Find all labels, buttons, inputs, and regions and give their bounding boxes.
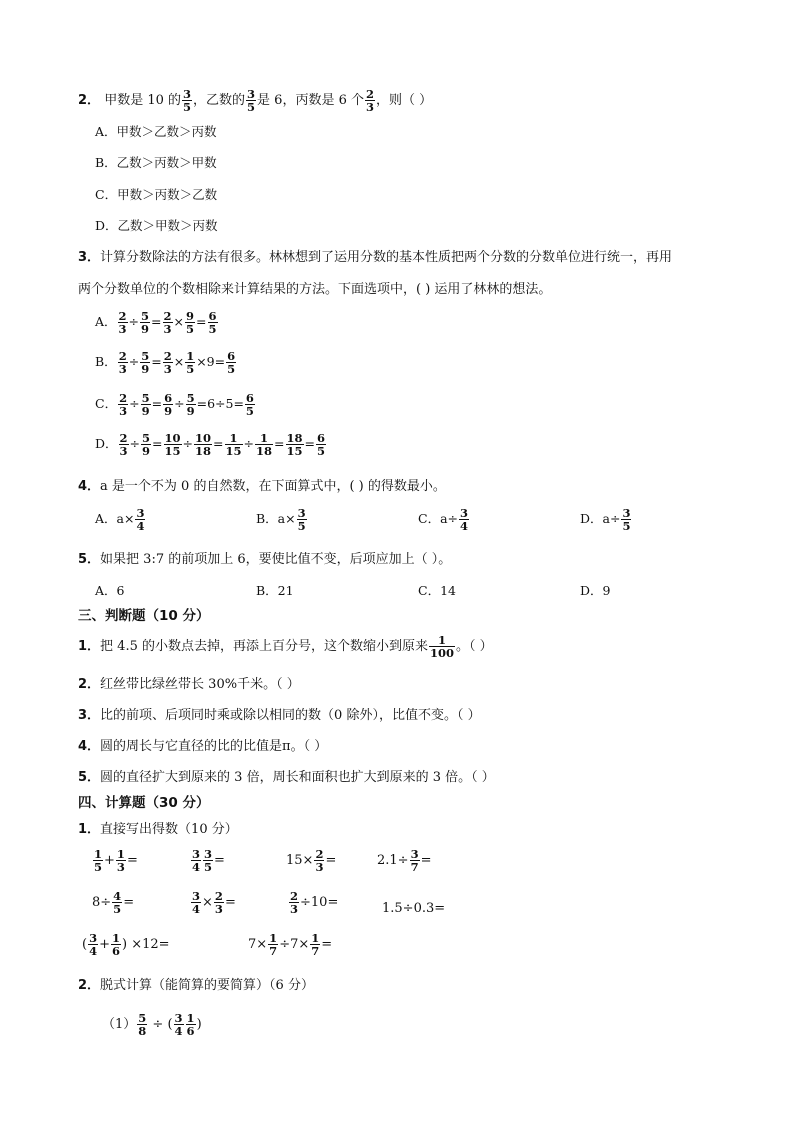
option-b[interactable]: B．a× $\frac{3}{5}$ bbox=[256, 506, 306, 534]
fraction: $\frac{3}{5}$ bbox=[247, 87, 256, 115]
option-c[interactable]: C．14 bbox=[418, 583, 456, 598]
option-a[interactable]: A． $\frac{2}{3}$ ÷ $\frac{5}{9}$ = $\frac{2}{3}$ × $\frac{9}{5}$ = $\frac{6}{5}$ bbox=[95, 309, 217, 337]
option-b[interactable]: B． $\frac{2}{3}$ ÷ $\frac{5}{9}$ = $\frac{2}{3}$ × $\frac{1}{5}$ ×9= $\frac{6}{5}$ bbox=[95, 349, 236, 377]
question-4 bbox=[78, 480, 446, 493]
question-3-line2: 两个分数单位的个数相除来计算结果的方法。下面选项中，( ) 运用了林林的想法。 bbox=[78, 282, 552, 297]
question-5 bbox=[78, 553, 451, 566]
judgment-item-5: 5．圆的直径扩大到原来的 3 倍，周长和面积也扩大到原来的 3 倍。（ ） bbox=[78, 770, 495, 785]
question-3 bbox=[78, 251, 672, 264]
option-d[interactable]: D． $\frac{2}{3}$ ÷ $\frac{5}{9}$ = $\frac{10}{15}$ ÷ $\frac{10}{18}$ = $\frac{1}{15}$ ÷ $\frac{1}{18}$ = $\frac{18}{15}$ = $\frac{6}{5}$ bbox=[95, 431, 326, 459]
option-d[interactable]: D．乙数＞甲数＞丙数 bbox=[95, 218, 218, 233]
calc-expression: 8÷ $\frac{4}{5}$ = bbox=[92, 889, 135, 917]
question-number: 2． bbox=[78, 93, 101, 109]
section-heading: 四、计算题（30 分） bbox=[78, 795, 210, 811]
fraction: $\frac{3}{5}$ bbox=[183, 87, 192, 115]
option-a[interactable]: A．甲数＞乙数＞丙数 bbox=[95, 124, 217, 139]
calc-subsection-2: 2．脱式计算（能简算的要简算）（6 分） bbox=[78, 978, 314, 993]
option-b[interactable]: B．乙数＞丙数＞甲数 bbox=[95, 155, 217, 170]
calc-expression: $\frac{3}{4}$ $\frac{3}{5}$ = bbox=[192, 847, 225, 875]
question-stem: 如果把 3:7 的前项加上 6，要使比值不变，后项应加上（ ）。 bbox=[100, 552, 452, 567]
calc-expression: （1） $\frac{5}{8}$ ÷ ( $\frac{3}{4}$ $\frac{1}{6}$ ) bbox=[102, 1011, 202, 1039]
calc-expression: 7× $\frac{1}{7}$ ÷7× $\frac{1}{7}$ = bbox=[248, 931, 333, 959]
option-c[interactable]: C．a÷ $\frac{3}{4}$ bbox=[418, 506, 469, 534]
judgment-item-2: 2．红丝带比绿丝带长 30%千米。（ ） bbox=[78, 677, 300, 692]
option-a[interactable]: A．a× $\frac{3}{4}$ bbox=[95, 506, 145, 534]
judgment-item-1: 1．把 4.5 的小数点去掉，再添上百分号，这个数缩小到原来 $\frac{1}{100}$ 。（ ） bbox=[78, 633, 493, 661]
question-2 bbox=[78, 88, 432, 113]
fraction: $\frac{2}{3}$ bbox=[366, 87, 375, 115]
judgment-item-4: 4．圆的周长与它直径的比的比值是π。（ ） bbox=[78, 739, 328, 754]
judgment-item-3: 3．比的前项、后项同时乘或除以相同的数（0 除外），比值不变。（ ） bbox=[78, 708, 481, 723]
question-stem: 计算分数除法的方法有很多。林林想到了运用分数的基本性质把两个分数的分数单位进行统一，再用 bbox=[100, 250, 673, 265]
section-heading: 三、判断题（10 分） bbox=[78, 608, 210, 624]
question-number: 4． bbox=[78, 479, 101, 494]
question-number: 5． bbox=[78, 552, 101, 567]
calc-expression: 2.1÷ $\frac{3}{7}$ = bbox=[377, 847, 432, 875]
question-number: 3． bbox=[78, 250, 101, 265]
calc-subsection-1: 1．直接写出得数（10 分） bbox=[78, 822, 238, 837]
calc-expression: $\frac{3}{4}$ × $\frac{2}{3}$ = bbox=[192, 889, 236, 917]
question-stem: 甲数是 10 的 bbox=[104, 93, 181, 109]
calc-expression: ( $\frac{3}{4}$ + $\frac{1}{6}$ ) ×12= bbox=[82, 931, 170, 959]
question-stem: 是 6，丙数是 6 个 bbox=[257, 93, 364, 109]
calc-expression: $\frac{1}{5}$ + $\frac{1}{3}$ = bbox=[94, 847, 138, 875]
option-c[interactable]: C． $\frac{2}{3}$ ÷ $\frac{5}{9}$ = $\frac{6}{9}$ ÷ $\frac{5}{9}$ =6÷5= $\frac{6}{5}$ bbox=[95, 391, 254, 419]
option-b[interactable]: B．21 bbox=[256, 583, 294, 598]
calc-expression: $\frac{2}{3}$ ÷10= bbox=[290, 889, 339, 917]
calc-expression: 1.5÷0.3= bbox=[382, 901, 446, 916]
option-d[interactable]: D．9 bbox=[580, 583, 611, 598]
calc-expression: 15× $\frac{2}{3}$ = bbox=[286, 847, 337, 875]
question-stem: ，则（ ） bbox=[376, 93, 433, 109]
question-stem: a 是一个不为 0 的自然数，在下面算式中，( ) 的得数最小。 bbox=[100, 479, 446, 494]
option-c[interactable]: C．甲数＞丙数＞乙数 bbox=[95, 187, 218, 202]
question-stem: ，乙数的 bbox=[193, 93, 246, 109]
option-a[interactable]: A．6 bbox=[95, 583, 125, 598]
option-d[interactable]: D．a÷ $\frac{3}{5}$ bbox=[580, 506, 631, 534]
